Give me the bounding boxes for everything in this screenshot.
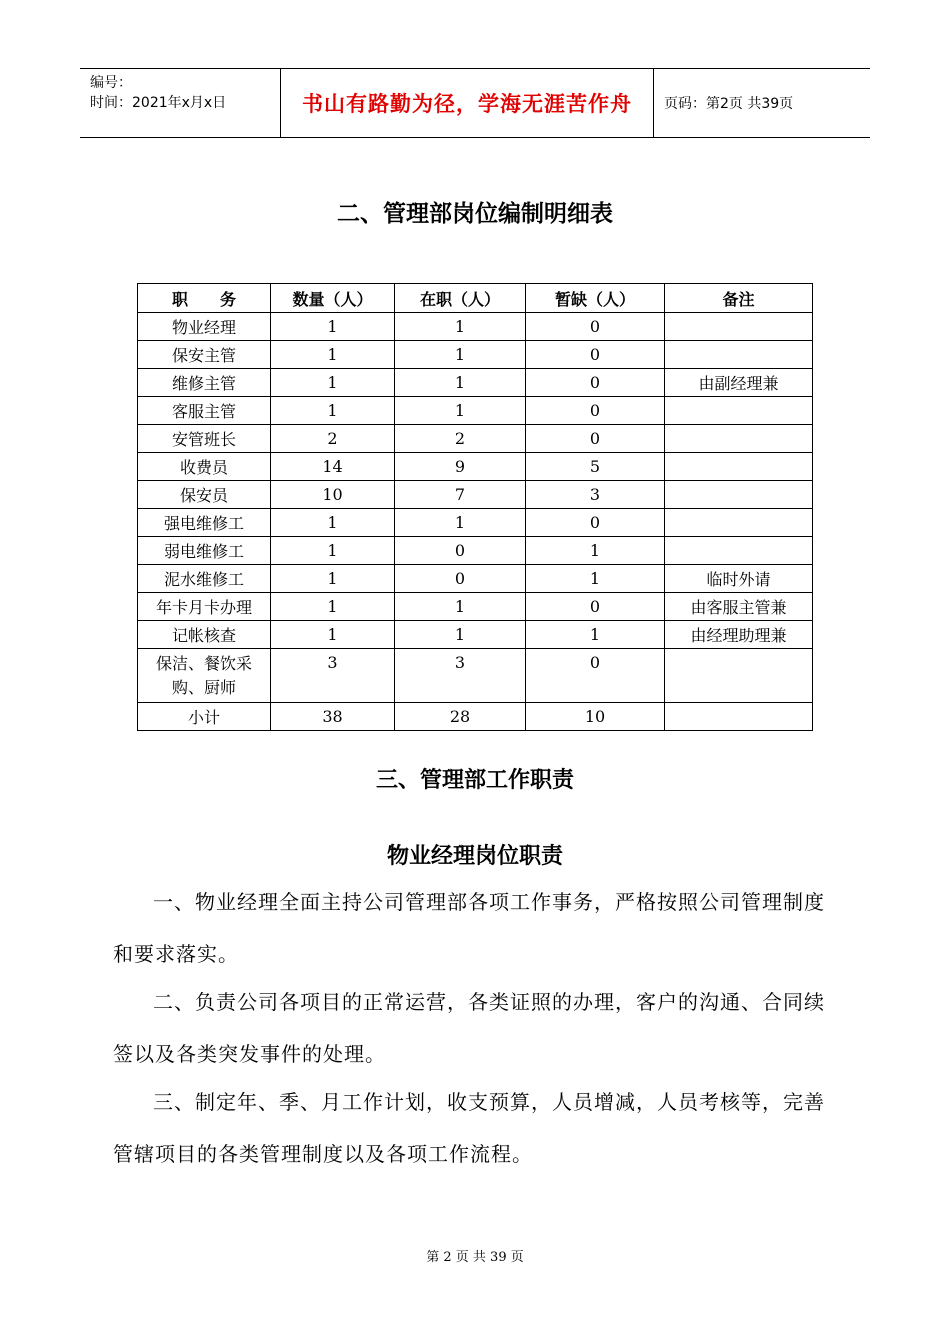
onjob-cell: 28 — [395, 703, 526, 731]
table-row — [138, 537, 813, 565]
note-cell: 临时外请 — [665, 565, 813, 593]
table-row — [138, 453, 813, 481]
page-header — [80, 68, 870, 138]
note-cell — [665, 453, 813, 481]
vacant-cell: 0 — [526, 425, 665, 453]
note-cell — [665, 313, 813, 341]
col-header-count: 数量（人） — [271, 284, 395, 313]
role-cell: 弱电维修工 — [138, 537, 271, 565]
onjob-cell: 1 — [395, 621, 526, 649]
col-header-role: 职 务 — [138, 284, 271, 313]
note-cell — [665, 509, 813, 537]
vacant-cell: 3 — [526, 481, 665, 509]
role-cell: 安管班长 — [138, 425, 271, 453]
table-row — [138, 593, 813, 621]
role-cell: 泥水维修工 — [138, 565, 271, 593]
note-cell — [665, 537, 813, 565]
doc-time-label: 时间：2021年x月x日 — [90, 95, 227, 111]
paragraph-3: 三、制定年、季、月工作计划，收支预算，人员增减，人员考核等，完善管辖项目的各类管理制度以及各项工作流程。 — [113, 1090, 825, 1166]
section2-title: 二、管理部岗位编制明细表 — [337, 201, 613, 227]
count-cell: 1 — [271, 341, 395, 369]
vacant-cell: 0 — [526, 313, 665, 341]
header-slogan: 书山有路勤为径，学海无涯苦作舟 — [281, 69, 654, 137]
header-meta — [80, 69, 281, 137]
vacant-cell: 1 — [526, 621, 665, 649]
count-cell: 1 — [271, 313, 395, 341]
col-header-vacant: 暂缺（人） — [526, 284, 665, 313]
count-cell: 14 — [271, 453, 395, 481]
doc-number-label: 编号： — [90, 75, 132, 91]
role-cell: 保洁、餐饮采购、厨师 — [138, 649, 271, 703]
onjob-cell: 1 — [395, 369, 526, 397]
note-cell — [665, 397, 813, 425]
vacant-cell: 0 — [526, 369, 665, 397]
role-cell: 客服主管 — [138, 397, 271, 425]
page-footer: 第 2 页 共 39 页 — [426, 1250, 524, 1265]
paragraph-2: 二、负责公司各项目的正常运营，各类证照的办理，客户的沟通、合同续签以及各类突发事件的处理。 — [113, 990, 825, 1066]
role-cell: 年卡月卡办理 — [138, 593, 271, 621]
col-header-note: 备注 — [665, 284, 813, 313]
vacant-cell: 1 — [526, 565, 665, 593]
table-row — [138, 397, 813, 425]
role-cell: 物业经理 — [138, 313, 271, 341]
onjob-cell: 1 — [395, 397, 526, 425]
count-cell: 1 — [271, 621, 395, 649]
role-cell: 维修主管 — [138, 369, 271, 397]
vacant-cell: 0 — [526, 509, 665, 537]
onjob-cell: 3 — [395, 649, 526, 703]
note-cell: 由副经理兼 — [665, 369, 813, 397]
role-cell: 保安员 — [138, 481, 271, 509]
onjob-cell: 0 — [395, 565, 526, 593]
role-cell: 记帐核查 — [138, 621, 271, 649]
table-row — [138, 313, 813, 341]
header-page-info: 页码：第2页 共39页 — [664, 96, 794, 112]
col-header-onjob: 在职（人） — [395, 284, 526, 313]
onjob-cell: 1 — [395, 313, 526, 341]
subsection-title: 物业经理岗位职责 — [386, 844, 563, 869]
count-cell: 1 — [271, 537, 395, 565]
onjob-cell: 1 — [395, 509, 526, 537]
vacant-cell: 10 — [526, 703, 665, 731]
role-cell: 小计 — [138, 703, 271, 731]
onjob-cell: 1 — [395, 341, 526, 369]
onjob-cell: 1 — [395, 593, 526, 621]
paragraph-1: 一、物业经理全面主持公司管理部各项工作事务，严格按照公司管理制度和要求落实。 — [113, 890, 825, 966]
onjob-cell: 0 — [395, 537, 526, 565]
role-cell: 收费员 — [138, 453, 271, 481]
vacant-cell: 0 — [526, 593, 665, 621]
table-header-row — [138, 284, 813, 313]
count-cell: 3 — [271, 649, 395, 703]
vacant-cell: 0 — [526, 649, 665, 703]
table-row — [138, 341, 813, 369]
vacant-cell: 0 — [526, 397, 665, 425]
onjob-cell: 2 — [395, 425, 526, 453]
count-cell: 38 — [271, 703, 395, 731]
onjob-cell: 9 — [395, 453, 526, 481]
note-cell — [665, 703, 813, 731]
table-row — [138, 703, 813, 731]
table-row — [138, 425, 813, 453]
note-cell — [665, 425, 813, 453]
table-row — [138, 565, 813, 593]
role-cell: 保安主管 — [138, 341, 271, 369]
count-cell: 1 — [271, 397, 395, 425]
table-body — [138, 313, 813, 731]
table-row — [138, 649, 813, 703]
count-cell: 1 — [271, 509, 395, 537]
section3-title: 三、管理部工作职责 — [375, 768, 574, 793]
staffing-table — [137, 283, 813, 731]
note-cell — [665, 341, 813, 369]
vacant-cell: 0 — [526, 341, 665, 369]
vacant-cell: 5 — [526, 453, 665, 481]
count-cell: 1 — [271, 593, 395, 621]
table-row — [138, 509, 813, 537]
table-row — [138, 481, 813, 509]
role-cell: 强电维修工 — [138, 509, 271, 537]
note-cell — [665, 481, 813, 509]
onjob-cell: 7 — [395, 481, 526, 509]
note-cell — [665, 649, 813, 703]
count-cell: 10 — [271, 481, 395, 509]
note-cell: 由客服主管兼 — [665, 593, 813, 621]
count-cell: 1 — [271, 369, 395, 397]
count-cell: 1 — [271, 565, 395, 593]
note-cell: 由经理助理兼 — [665, 621, 813, 649]
table-row — [138, 369, 813, 397]
table-row — [138, 621, 813, 649]
count-cell: 2 — [271, 425, 395, 453]
vacant-cell: 1 — [526, 537, 665, 565]
